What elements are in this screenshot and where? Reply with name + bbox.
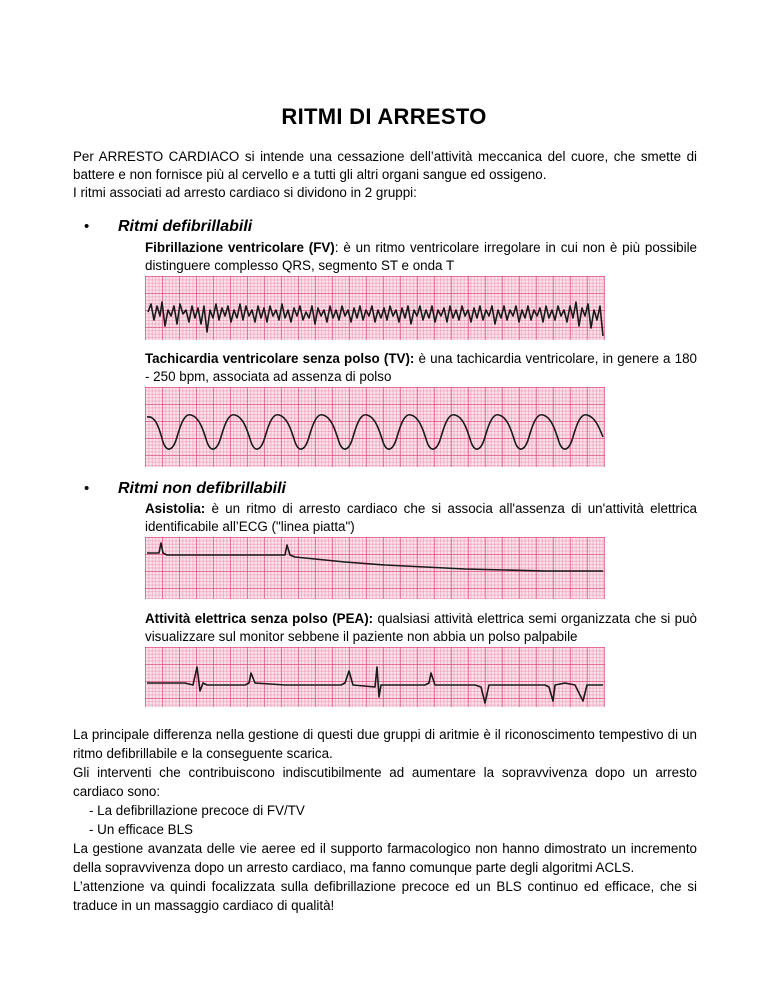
body-paragraph-2: Gli interventi che contribuiscono indiscutibilmente ad aumentare la sopravvivenza dopo un arresto cardiaco sono:: [73, 765, 697, 799]
item-tv-description: [145, 350, 697, 386]
list-item: - Un efficace BLS: [89, 822, 193, 837]
ecg-trace-pea: [145, 647, 605, 707]
item-asistolia-text: è un ritmo di arresto cardiaco che si associa all'assenza di un'attività elettrica identificabile all’ECG ("linea piatta"): [145, 501, 697, 534]
ecg-trace-asistolia: [145, 537, 605, 599]
intro-line-2: I ritmi associati ad arresto cardiaco si dividono in 2 gruppi:: [73, 185, 417, 200]
ecg-trace-fv: [145, 276, 605, 340]
body-text: [73, 725, 697, 915]
item-pea-text: qualsiasi attività elettrica semi organizzata che si può visualizzare sul monitor sebbene il paziente non abbia un polso palpabile: [145, 611, 697, 644]
group-title-defibrillabili: Ritmi defibrillabili: [118, 218, 253, 235]
body-paragraph-3: La gestione avanzata delle vie aeree ed il supporto farmacologico non hanno dimostrato un incremento della sopravvivenza dopo un arresto cardiaco, ma fanno comunque parte degli algoritmi ACLS.: [73, 841, 697, 875]
body-paragraph-1: La principale differenza nella gestione di questi due gruppi di aritmie è il riconoscimento tempestivo di un ritmo defibrillabile e la conseguente scarica.: [73, 727, 697, 761]
ecg-strip-fv: [145, 276, 605, 340]
body-paragraph-4: L’attenzione va quindi focalizzata sulla defibrillazione precoce ed un BLS continuo ed efficace, che si traduce in un massaggio cardiaco di qualità!: [73, 879, 697, 913]
ecg-strip-pea: [145, 647, 605, 707]
item-fv-term: Fibrillazione ventricolare (FV): [145, 240, 335, 255]
ecg-strip-tv: [145, 387, 605, 467]
item-asistolia-description: [145, 500, 697, 536]
intro-paragraph: [73, 148, 697, 202]
ecg-strip-asistolia: [145, 537, 605, 599]
list-item: - La defibrillazione precoce di FV/TV: [89, 803, 305, 818]
item-asistolia-term: Asistolia:: [145, 501, 206, 516]
item-fv-description: [145, 239, 697, 275]
group-title-non-defibrillabili: Ritmi non defibrillabili: [118, 480, 286, 497]
page-title: RITMI DI ARRESTO: [281, 104, 487, 129]
item-tv-term: Tachicardia ventricolare senza polso (TV):: [145, 351, 415, 366]
item-pea-term: Attività elettrica senza polso (PEA):: [145, 611, 374, 626]
bullet-icon: •: [84, 480, 90, 497]
intro-line-1: Per ARRESTO CARDIACO si intende una cessazione dell’attività meccanica del cuore, che smette di battere e non fornisce più al cervello e a tutti gli altri organi sangue ed ossigeno.: [73, 149, 697, 182]
item-pea-description: [145, 610, 697, 646]
bullet-icon: •: [84, 218, 90, 235]
item-tv-text: è una tachicardia ventricolare, in genere a 180 - 250 bpm, associata ad assenza di polso: [145, 351, 697, 384]
ecg-trace-tv: [145, 387, 605, 467]
item-fv-text: : è un ritmo ventricolare irregolare in cui non è più possibile distinguere complesso QRS, segmento ST e onda T: [145, 240, 697, 273]
